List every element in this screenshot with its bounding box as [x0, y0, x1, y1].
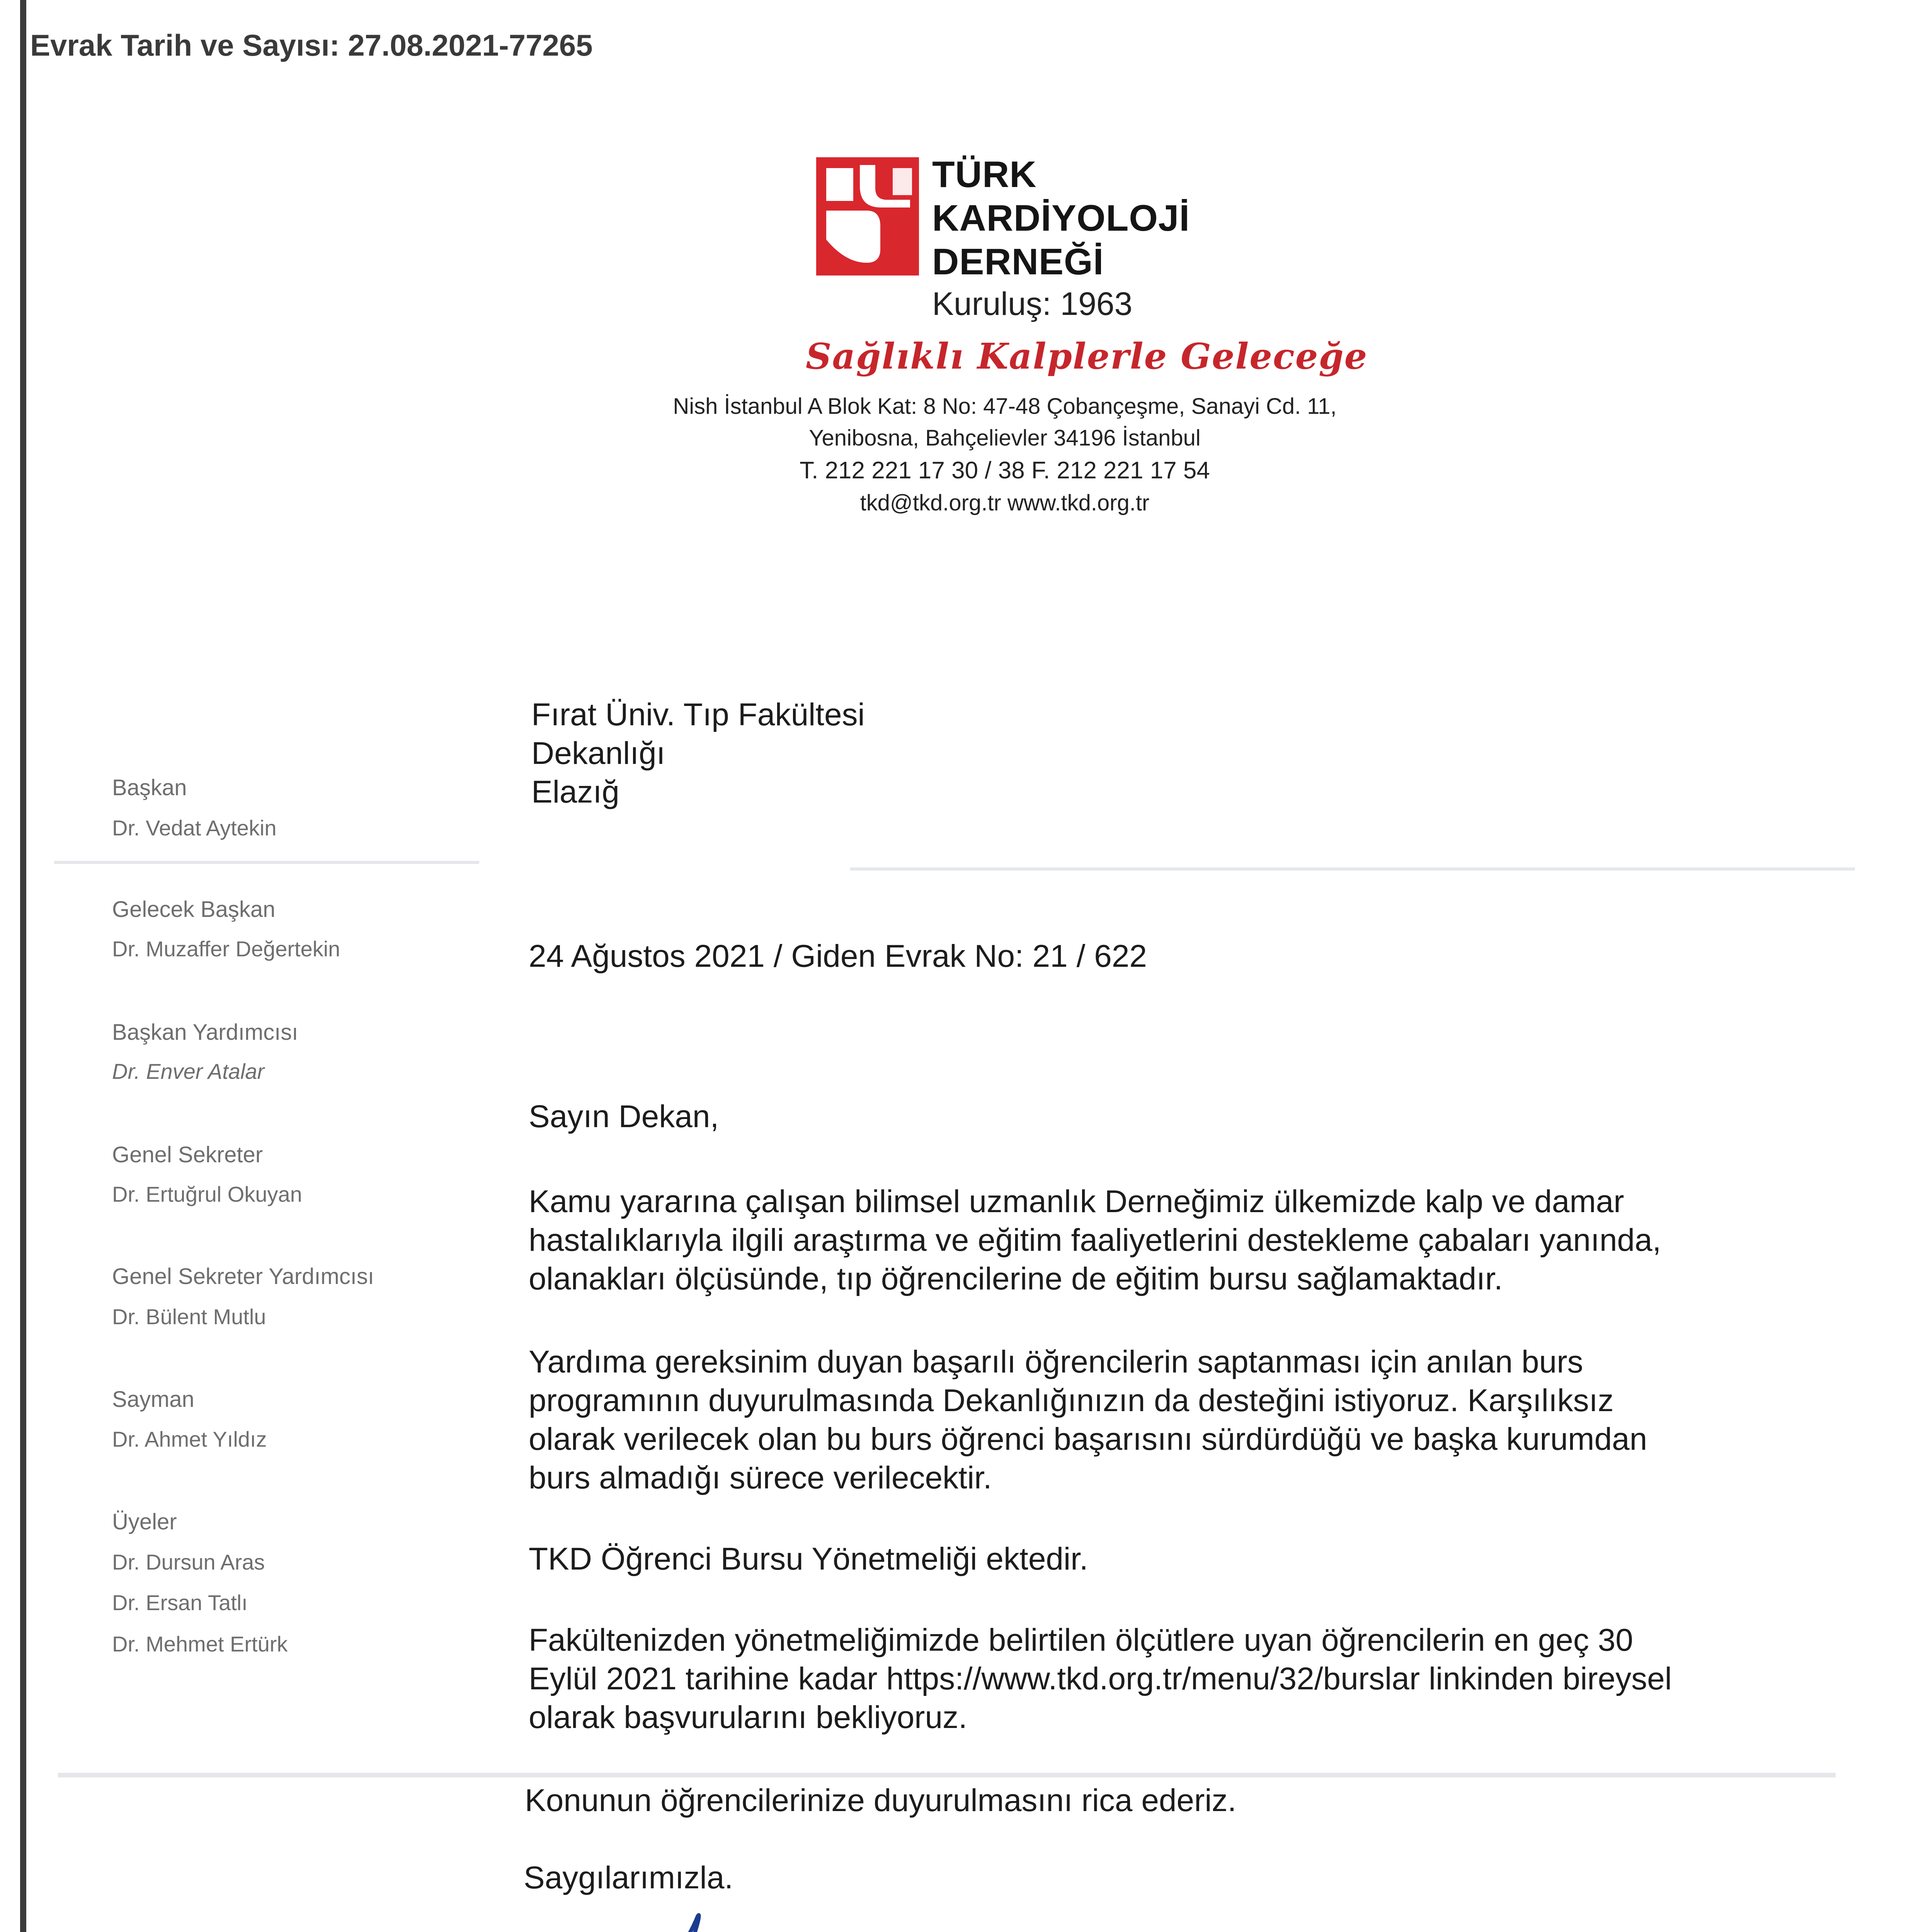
closing: Saygılarımızla. [524, 1860, 733, 1895]
sidebar-role: Sayman [112, 1387, 194, 1412]
body-line: Konunun öğrencilerinize duyurulmasını rica ederiz. [525, 1783, 1237, 1818]
slogan: Sağlıklı Kalplerle Geleceğe [806, 335, 1368, 377]
sidebar-role: Genel Sekreter Yardımcısı [112, 1264, 374, 1289]
sidebar-member: Dr. Enver Atalar [112, 1059, 265, 1083]
body-line: Eylül 2021 tarihine kadar https://www.tkd.org.tr/menu/32/burslar linkinden bireysel [529, 1661, 1672, 1696]
body-line: olarak verilecek olan bu burs öğrenci başarısını sürdürdüğü ve başka kurumdan [529, 1422, 1647, 1457]
sidebar-member: Dr. Muzaffer Değertekin [112, 937, 340, 961]
scan-smudge [58, 1773, 1836, 1777]
tkd-logo-icon [815, 156, 920, 276]
scan-edge-left [20, 0, 26, 1932]
body-line: hastalıklarıyla ilgili araştırma ve eğitim faaliyetlerini destekleme çabaları yanında, [529, 1223, 1661, 1258]
body-line: Kamu yararına çalışan bilimsel uzmanlık Derneğimiz ülkemizde kalp ve damar [529, 1184, 1624, 1219]
email-website: tkd@tkd.org.tr www.tkd.org.tr [860, 490, 1150, 515]
address-line: Nish İstanbul A Blok Kat: 8 No: 47-48 Çobançeşme, Sanayi Cd. 11, [673, 394, 1337, 419]
sidebar-role: Genel Sekreter [112, 1142, 263, 1167]
organization-name [932, 153, 1190, 284]
sidebar-member: Dr. Ersan Tatlı [112, 1590, 248, 1615]
body-line: programının duyurulmasında Dekanlığınızın da desteğini istiyoruz. Karşılıksız [529, 1383, 1614, 1418]
sidebar-role: Başkan Yardımcısı [112, 1020, 298, 1045]
sidebar-role: Başkan [112, 775, 187, 800]
sidebar-member: Dr. Ahmet Yıldız [112, 1427, 267, 1451]
body-line: burs almadığı sürece verilecektir. [529, 1460, 992, 1495]
body-line: Fakültenizden yönetmeliğimizde belirtilen ölçütlere uyan öğrencilerin en geç 30 [529, 1622, 1633, 1658]
org-name-line: DERNEĞİ [932, 241, 1104, 282]
sidebar-member: Dr. Vedat Aytekin [112, 816, 277, 840]
salutation: Sayın Dekan, [529, 1099, 719, 1134]
date-and-reference: 24 Ağustos 2021 / Giden Evrak No: 21 / 622 [529, 939, 1147, 974]
address-line: Yenibosna, Bahçelievler 34196 İstanbul [809, 425, 1201, 451]
founded-year: Kuruluş: 1963 [932, 286, 1133, 322]
recipient-line: Dekanlığı [531, 736, 665, 771]
scan-smudge [850, 867, 1855, 871]
sidebar-role: Üyeler [112, 1509, 177, 1534]
recipient-line: Fırat Üniv. Tıp Fakültesi [531, 697, 865, 732]
org-name-line: KARDİYOLOJİ [932, 197, 1190, 239]
sidebar-role: Gelecek Başkan [112, 897, 276, 922]
body-line: Yardıma gereksinim duyan başarılı öğrencilerin saptanması için anılan burs [529, 1344, 1583, 1379]
sidebar-member: Dr. Bülent Mutlu [112, 1304, 266, 1329]
org-name-line: TÜRK [932, 154, 1037, 195]
phone-fax: T. 212 221 17 30 / 38 F. 212 221 17 54 [800, 457, 1210, 484]
sidebar-member: Dr. Mehmet Ertürk [112, 1632, 288, 1656]
body-line: olarak başvurularını bekliyoruz. [529, 1700, 967, 1735]
body-line: olanakları ölçüsünde, tıp öğrencilerine de eğitim bursu sağlamaktadır. [529, 1261, 1503, 1296]
signature-okuyan [535, 1905, 783, 1932]
recipient-line: Elazığ [531, 774, 619, 810]
document-number-stamp: Evrak Tarih ve Sayısı: 27.08.2021-77265 [30, 28, 593, 62]
sidebar-member: Dr. Ertuğrul Okuyan [112, 1182, 302, 1206]
body-line: TKD Öğrenci Bursu Yönetmeliği ektedir. [529, 1541, 1088, 1577]
sidebar-member: Dr. Dursun Aras [112, 1550, 265, 1574]
scan-smudge [54, 861, 479, 864]
